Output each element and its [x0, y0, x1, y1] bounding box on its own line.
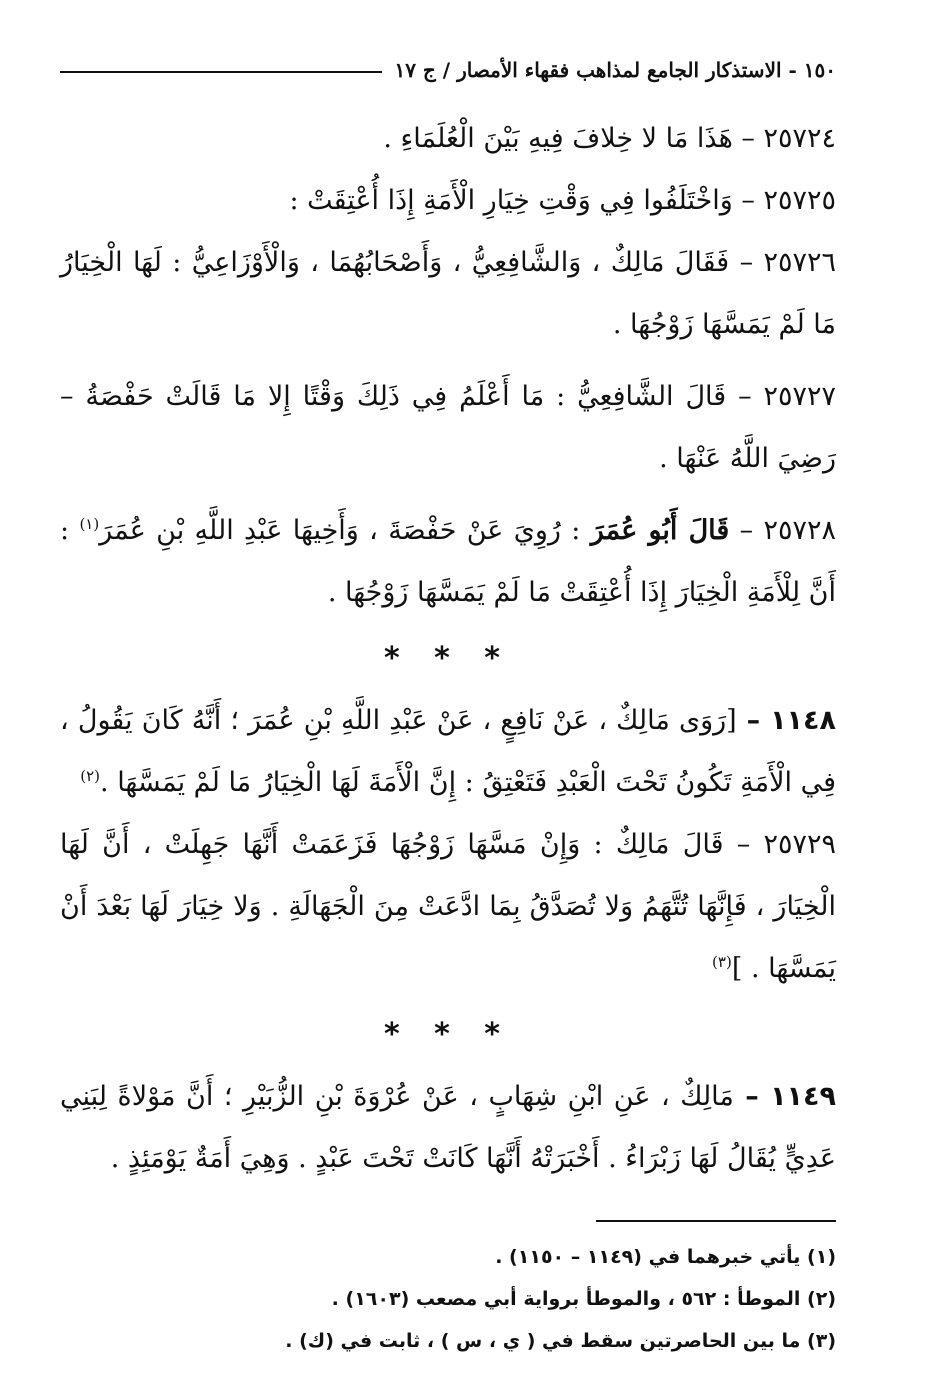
paragraph-25729 [60, 814, 836, 1000]
paragraph-25725: ٢٥٧٢٥ – وَاخْتَلَفُوا فِي وَقْتِ خِيَارِ الْأَمَةِ إِذَا أُعْتِقَتْ : [289, 185, 836, 216]
hadith-1149-text: مَالِكٌ ، عَنِ ابْنِ شِهَابٍ ، عَنْ عُرْوَةَ بْنِ الزُّبَيْرِ ؛ أَنَّ مَوْلاةً لِبَنِي عَدِيٍّ يُقَالُ لَهَا زَبْرَاءُ . أَخْبَرَتْهُ أَنَّهَا كَانَتْ تَحْتَ عَبْدٍ . وَهِيَ أَمَةٌ يَوْمَئِذٍ . [60, 1081, 836, 1174]
paragraph-25724: ٢٥٧٢٤ – هَذَا مَا لا خِلافَ فِيهِ بَيْنَ الْعُلَمَاءِ . [383, 123, 836, 154]
footnote-2: (٢) الموطأ : ٥٦٢ ، والموطأ برواية أبي مصعب (١٦٠٣) . [331, 1288, 836, 1310]
footnote-ref-1: (١) [79, 515, 100, 533]
hadith-1148-text: [رَوَى مَالِكٌ ، عَنْ نَافِعٍ ، عَنْ عَبْدِ اللَّهِ بْنِ عُمَرَ ؛ أَنَّهُ كَانَ يَقُولُ ، فِي الْأَمَةِ تَكُونُ تَحْتَ الْعَبْدِ فَتَعْتِقُ : إِنَّ الْأَمَةَ لَهَا الْخِيَارُ مَا لَمْ يَمَسَّهَا . [60, 705, 836, 798]
running-header [60, 50, 836, 90]
section-separator: * * * [384, 641, 512, 676]
book-page [60, 50, 836, 1350]
paragraph-25728-tail: : أَنَّ لِلْأَمَةِ الْخِيَارَ إِذَا أُعْتِقَتْ مَا لَمْ يَمَسَّهَا زَوْجُهَا . [60, 515, 836, 608]
footnote-1: (١) يأتي خبرهما في (١١٤٩ – ١١٥٠) . [495, 1246, 836, 1268]
section-separator-2: * * * [384, 1017, 512, 1052]
paragraph-25729-text: ٢٥٧٢٩ – قَالَ مَالِكٌ : وَإِنْ مَسَّهَا زَوْجُهَا فَزَعَمَتْ أَنَّهَا جَهِلَتْ ، أَنَّ لَهَا الْخِيَارَ ، فَإِنَّهَا تُتَّهَمُ وَلا تُصَدَّقُ بِمَا ادَّعَتْ مِنَ الْجَهَالَةِ . وَلا خِيَارَ لَهَا بَعْدَ أَنْ يَمَسَّهَا . ] [60, 829, 836, 984]
paragraph-25728-body: : رُوِيَ عَنْ حَفْصَةَ ، وَأَخِيهَا عَبْدِ اللَّهِ بْنِ عُمَرَ [99, 515, 591, 546]
paragraph-25728-speaker: قَالَ أَبُو عُمَرَ [590, 515, 730, 546]
hadith-dash: – [736, 705, 771, 736]
paragraph-25727: ٢٥٧٢٧ – قَالَ الشَّافِعِيُّ : مَا أَعْلَمُ فِي ذَلِكَ وَقْتًا إِلا مَا قَالَتْ حَفْصَةُ – رَضِيَ اللَّهُ عَنْهَا . [60, 381, 836, 474]
header-title: ١٥٠ - الاستذكار الجامع لمذاهب فقهاء الأمصار / ج ١٧ [394, 58, 836, 82]
hadith-1149 [60, 1066, 836, 1190]
paragraph-25726: ٢٥٧٢٦ – فَقَالَ مَالِكٌ ، وَالشَّافِعِيُّ ، وَأَصْحَابُهُمَا ، وَالْأَوْزَاعِيُّ : لَهَا الْخِيَارُ مَا لَمْ يَمَسَّهَا زَوْجُهَا . [60, 247, 836, 340]
header-rule [60, 71, 382, 73]
hadith-number: ١١٤٨ [770, 705, 836, 736]
footnote-3: (٣) ما بين الحاصرتين سقط في ( ي ، س ) ، ثابت في (ك) . [285, 1330, 836, 1352]
footnote-rule [596, 1220, 836, 1222]
hadith-number: ١١٤٩ [770, 1081, 836, 1112]
hadith-1148 [60, 690, 836, 814]
paragraph-25728 [60, 500, 836, 624]
footnotes [60, 1236, 836, 1362]
footnote-ref-2: (٢) [80, 767, 101, 785]
paragraph-25728-prefix: ٢٥٧٢٨ – [729, 515, 836, 546]
hadith-dash: – [733, 1081, 771, 1112]
footnote-ref-3: (٣) [712, 953, 732, 971]
